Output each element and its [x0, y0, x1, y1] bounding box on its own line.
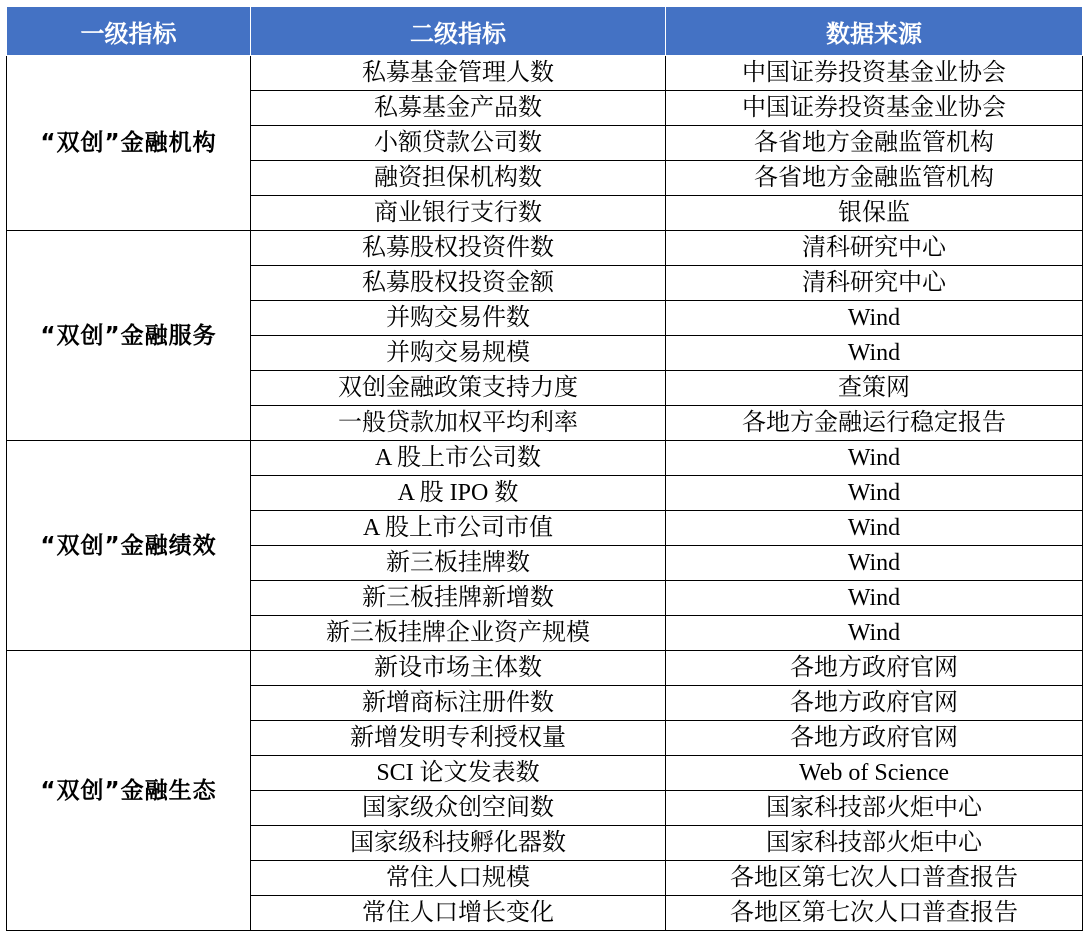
data-source-cell: 清科研究中心 [666, 231, 1083, 266]
data-source-cell: 各省地方金融监管机构 [666, 126, 1083, 161]
primary-indicator-cell: “双创”金融绩效 [7, 441, 251, 651]
secondary-indicator-cell: 双创金融政策支持力度 [251, 371, 666, 406]
secondary-indicator-cell: 新增发明专利授权量 [251, 721, 666, 756]
data-source-cell: Web of Science [666, 756, 1083, 791]
secondary-indicator-cell: 私募股权投资金额 [251, 266, 666, 301]
primary-indicator-cell: “双创”金融服务 [7, 231, 251, 441]
secondary-indicator-cell: 新设市场主体数 [251, 651, 666, 686]
primary-indicator-cell: “双创”金融机构 [7, 56, 251, 231]
data-source-cell: 中国证券投资基金业协会 [666, 56, 1083, 91]
data-source-cell: 各地区第七次人口普查报告 [666, 896, 1083, 931]
data-source-cell: 各省地方金融监管机构 [666, 161, 1083, 196]
data-source-cell: 国家科技部火炬中心 [666, 791, 1083, 826]
data-source-cell: 清科研究中心 [666, 266, 1083, 301]
data-source-cell: 各地方政府官网 [666, 651, 1083, 686]
header-row [7, 7, 1083, 56]
secondary-indicator-cell: 新三板挂牌数 [251, 546, 666, 581]
secondary-indicator-cell: 新三板挂牌企业资产规模 [251, 616, 666, 651]
secondary-indicator-cell: 新增商标注册件数 [251, 686, 666, 721]
data-source-cell: 各地方金融运行稳定报告 [666, 406, 1083, 441]
secondary-indicator-cell: A 股上市公司数 [251, 441, 666, 476]
data-source-cell: Wind [666, 581, 1083, 616]
data-source-cell: Wind [666, 511, 1083, 546]
data-source-cell: 各地区第七次人口普查报告 [666, 861, 1083, 896]
secondary-indicator-cell: 常住人口增长变化 [251, 896, 666, 931]
secondary-indicator-cell: 国家级科技孵化器数 [251, 826, 666, 861]
data-source-cell: Wind [666, 546, 1083, 581]
data-source-cell: Wind [666, 441, 1083, 476]
table-row [7, 56, 1083, 91]
data-source-cell: Wind [666, 336, 1083, 371]
secondary-indicator-cell: 新三板挂牌新增数 [251, 581, 666, 616]
table-row [7, 231, 1083, 266]
data-source-cell: 银保监 [666, 196, 1083, 231]
secondary-indicator-cell: SCI 论文发表数 [251, 756, 666, 791]
secondary-indicator-cell: 并购交易件数 [251, 301, 666, 336]
secondary-indicator-cell: 国家级众创空间数 [251, 791, 666, 826]
secondary-indicator-cell: 私募基金产品数 [251, 91, 666, 126]
data-source-cell: 各地方政府官网 [666, 686, 1083, 721]
indicator-table [6, 6, 1083, 931]
header-primary-indicator: 一级指标 [7, 7, 251, 56]
secondary-indicator-cell: 小额贷款公司数 [251, 126, 666, 161]
secondary-indicator-cell: A 股上市公司市值 [251, 511, 666, 546]
data-source-cell: Wind [666, 301, 1083, 336]
header-data-source: 数据来源 [666, 7, 1083, 56]
secondary-indicator-cell: 融资担保机构数 [251, 161, 666, 196]
data-source-cell: 国家科技部火炬中心 [666, 826, 1083, 861]
secondary-indicator-cell: A 股 IPO 数 [251, 476, 666, 511]
data-source-cell: 各地方政府官网 [666, 721, 1083, 756]
data-source-cell: 查策网 [666, 371, 1083, 406]
secondary-indicator-cell: 私募股权投资件数 [251, 231, 666, 266]
secondary-indicator-cell: 私募基金管理人数 [251, 56, 666, 91]
table-row [7, 441, 1083, 476]
primary-indicator-cell: “双创”金融生态 [7, 651, 251, 931]
table-row [7, 651, 1083, 686]
data-source-cell: Wind [666, 616, 1083, 651]
secondary-indicator-cell: 一般贷款加权平均利率 [251, 406, 666, 441]
table-body [7, 56, 1083, 931]
secondary-indicator-cell: 商业银行支行数 [251, 196, 666, 231]
data-source-cell: 中国证券投资基金业协会 [666, 91, 1083, 126]
table-header [7, 7, 1083, 56]
indicator-table-container [6, 6, 1082, 931]
header-secondary-indicator: 二级指标 [251, 7, 666, 56]
secondary-indicator-cell: 并购交易规模 [251, 336, 666, 371]
secondary-indicator-cell: 常住人口规模 [251, 861, 666, 896]
data-source-cell: Wind [666, 476, 1083, 511]
